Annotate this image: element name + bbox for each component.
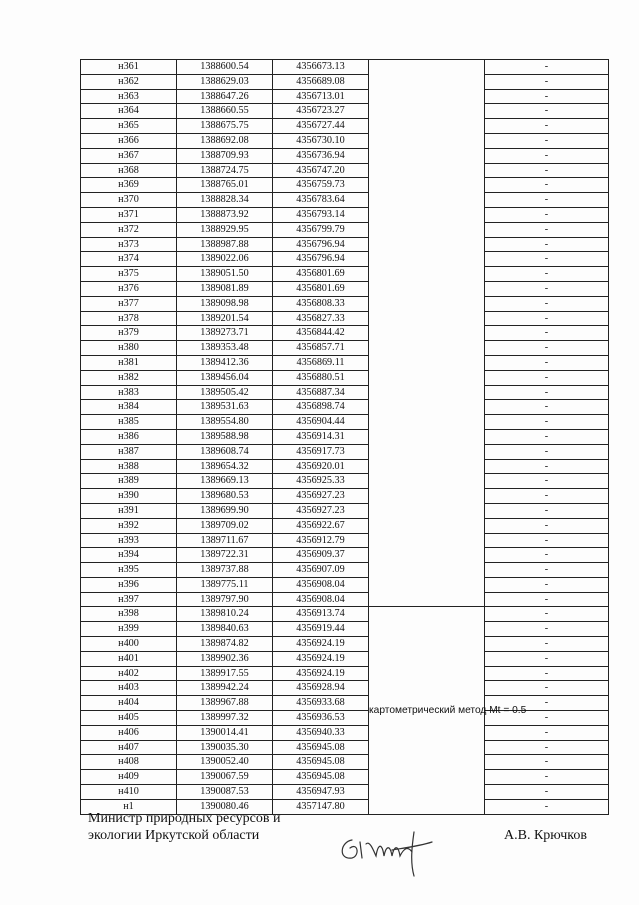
y-coordinate-cell: 4356924.19 (273, 637, 369, 652)
y-coordinate-cell: 4356747.20 (273, 163, 369, 178)
point-id-cell: н372 (81, 222, 177, 237)
x-coordinate-cell: 1389967.88 (177, 696, 273, 711)
description-cell: - (485, 533, 609, 548)
description-cell: - (485, 237, 609, 252)
description-cell: - (485, 740, 609, 755)
y-coordinate-cell: 4356844.42 (273, 326, 369, 341)
y-coordinate-cell: 4356913.74 (273, 607, 369, 622)
point-id-cell: н367 (81, 148, 177, 163)
table-row (81, 311, 609, 326)
point-id-cell: н376 (81, 281, 177, 296)
point-id-cell: н378 (81, 311, 177, 326)
description-cell: - (485, 119, 609, 134)
point-id-cell: н396 (81, 577, 177, 592)
description-cell: - (485, 89, 609, 104)
y-coordinate-cell: 4356887.34 (273, 385, 369, 400)
description-cell: - (485, 163, 609, 178)
description-cell: - (485, 651, 609, 666)
x-coordinate-cell: 1389505.42 (177, 385, 273, 400)
signatory-title (88, 810, 280, 844)
table-row (81, 252, 609, 267)
table-row (81, 622, 609, 637)
description-cell: - (485, 548, 609, 563)
table-row (81, 415, 609, 430)
point-id-cell: н363 (81, 89, 177, 104)
x-coordinate-cell: 1389588.98 (177, 429, 273, 444)
point-id-cell: н381 (81, 355, 177, 370)
y-coordinate-cell: 4356924.19 (273, 651, 369, 666)
description-cell: - (485, 459, 609, 474)
x-coordinate-cell: 1389654.32 (177, 459, 273, 474)
point-id-cell: н377 (81, 296, 177, 311)
table-row (81, 133, 609, 148)
x-coordinate-cell: 1388660.55 (177, 104, 273, 119)
x-coordinate-cell: 1388873.92 (177, 207, 273, 222)
table-row (81, 267, 609, 282)
y-coordinate-cell: 4356922.67 (273, 518, 369, 533)
table-row (81, 281, 609, 296)
description-cell: - (485, 563, 609, 578)
x-coordinate-cell: 1388692.08 (177, 133, 273, 148)
y-coordinate-cell: 4356730.10 (273, 133, 369, 148)
table-row (81, 474, 609, 489)
x-coordinate-cell: 1389709.02 (177, 518, 273, 533)
y-coordinate-cell: 4356759.73 (273, 178, 369, 193)
description-cell: - (485, 178, 609, 193)
description-cell: - (485, 637, 609, 652)
y-coordinate-cell: 4356689.08 (273, 74, 369, 89)
signatory-title-line2: экологии Иркутской области (88, 828, 260, 843)
y-coordinate-cell: 4356857.71 (273, 341, 369, 356)
x-coordinate-cell: 1388709.93 (177, 148, 273, 163)
table-row (81, 696, 609, 711)
table-row (81, 755, 609, 770)
table-row (81, 326, 609, 341)
table-row (81, 459, 609, 474)
description-cell: - (485, 415, 609, 430)
description-cell: - (485, 725, 609, 740)
point-id-cell: н371 (81, 207, 177, 222)
point-id-cell: н382 (81, 370, 177, 385)
description-cell: - (485, 503, 609, 518)
table-row (81, 666, 609, 681)
table-row (81, 89, 609, 104)
y-coordinate-cell: 4356945.08 (273, 770, 369, 785)
y-coordinate-cell: 4356945.08 (273, 755, 369, 770)
y-coordinate-cell: 4356799.79 (273, 222, 369, 237)
x-coordinate-cell: 1389775.11 (177, 577, 273, 592)
description-cell: - (485, 770, 609, 785)
y-coordinate-cell: 4356927.23 (273, 503, 369, 518)
description-cell: - (485, 104, 609, 119)
coordinates-table (80, 59, 609, 815)
y-coordinate-cell: 4356801.69 (273, 267, 369, 282)
y-coordinate-cell: 4356907.09 (273, 563, 369, 578)
point-id-cell: н405 (81, 711, 177, 726)
point-id-cell: н389 (81, 474, 177, 489)
point-id-cell: н384 (81, 400, 177, 415)
description-cell: - (485, 799, 609, 814)
point-id-cell: н395 (81, 563, 177, 578)
table-row (81, 222, 609, 237)
description-cell: - (485, 222, 609, 237)
y-coordinate-cell: 4356924.19 (273, 666, 369, 681)
x-coordinate-cell: 1389917.55 (177, 666, 273, 681)
point-id-cell: н409 (81, 770, 177, 785)
description-cell: - (485, 281, 609, 296)
point-id-cell: н388 (81, 459, 177, 474)
table-row (81, 740, 609, 755)
x-coordinate-cell: 1388600.54 (177, 60, 273, 75)
x-coordinate-cell: 1389201.54 (177, 311, 273, 326)
description-cell: - (485, 74, 609, 89)
point-id-cell: н369 (81, 178, 177, 193)
description-cell: - (485, 400, 609, 415)
description-cell: - (485, 592, 609, 607)
method-cell-empty (369, 60, 485, 607)
table-row (81, 518, 609, 533)
table-row (81, 341, 609, 356)
table-row (81, 503, 609, 518)
y-coordinate-cell: 4356727.44 (273, 119, 369, 134)
table-row (81, 785, 609, 800)
y-coordinate-cell: 4356933.68 (273, 696, 369, 711)
x-coordinate-cell: 1390087.53 (177, 785, 273, 800)
description-cell: - (485, 326, 609, 341)
x-coordinate-cell: 1390014.41 (177, 725, 273, 740)
y-coordinate-cell: 4356808.33 (273, 296, 369, 311)
table-row (81, 385, 609, 400)
table-row (81, 725, 609, 740)
point-id-cell: н373 (81, 237, 177, 252)
table-row (81, 533, 609, 548)
x-coordinate-cell: 1389022.06 (177, 252, 273, 267)
y-coordinate-cell: 4356914.31 (273, 429, 369, 444)
table-row (81, 651, 609, 666)
description-cell: - (485, 755, 609, 770)
x-coordinate-cell: 1388675.75 (177, 119, 273, 134)
description-cell: - (485, 622, 609, 637)
y-coordinate-cell: 4356919.44 (273, 622, 369, 637)
table-row (81, 74, 609, 89)
y-coordinate-cell: 4356908.04 (273, 592, 369, 607)
y-coordinate-cell: 4356945.08 (273, 740, 369, 755)
point-id-cell: н379 (81, 326, 177, 341)
x-coordinate-cell: 1389942.24 (177, 681, 273, 696)
description-cell: - (485, 148, 609, 163)
point-id-cell: н364 (81, 104, 177, 119)
description-cell: - (485, 607, 609, 622)
x-coordinate-cell: 1389840.63 (177, 622, 273, 637)
x-coordinate-cell: 1389098.98 (177, 296, 273, 311)
y-coordinate-cell: 4356827.33 (273, 311, 369, 326)
signatory-name: А.В. Крючков (504, 828, 587, 843)
point-id-cell: н390 (81, 489, 177, 504)
description-cell: - (485, 385, 609, 400)
table-row (81, 711, 609, 726)
point-id-cell: н365 (81, 119, 177, 134)
point-id-cell: н399 (81, 622, 177, 637)
description-cell: - (485, 296, 609, 311)
table-row (81, 548, 609, 563)
y-coordinate-cell: 4356927.23 (273, 489, 369, 504)
table-row (81, 429, 609, 444)
table-row (81, 207, 609, 222)
description-cell: - (485, 681, 609, 696)
point-id-cell: н394 (81, 548, 177, 563)
point-id-cell: н401 (81, 651, 177, 666)
x-coordinate-cell: 1388629.03 (177, 74, 273, 89)
x-coordinate-cell: 1389810.24 (177, 607, 273, 622)
y-coordinate-cell: 4356917.73 (273, 444, 369, 459)
x-coordinate-cell: 1389412.36 (177, 355, 273, 370)
y-coordinate-cell: 4356898.74 (273, 400, 369, 415)
x-coordinate-cell: 1389353.48 (177, 341, 273, 356)
point-id-cell: н393 (81, 533, 177, 548)
table-row (81, 163, 609, 178)
description-cell: - (485, 666, 609, 681)
table-row (81, 370, 609, 385)
y-coordinate-cell: 4356928.94 (273, 681, 369, 696)
description-cell: - (485, 696, 609, 711)
y-coordinate-cell: 4356796.94 (273, 237, 369, 252)
x-coordinate-cell: 1390052.40 (177, 755, 273, 770)
description-cell: - (485, 518, 609, 533)
x-coordinate-cell: 1390080.46 (177, 799, 273, 814)
table-row (81, 178, 609, 193)
description-cell: - (485, 311, 609, 326)
x-coordinate-cell: 1389737.88 (177, 563, 273, 578)
point-id-cell: н383 (81, 385, 177, 400)
x-coordinate-cell: 1390035.30 (177, 740, 273, 755)
point-id-cell: н387 (81, 444, 177, 459)
description-cell: - (485, 785, 609, 800)
x-coordinate-cell: 1389554.80 (177, 415, 273, 430)
description-cell: - (485, 252, 609, 267)
x-coordinate-cell: 1388765.01 (177, 178, 273, 193)
description-cell: - (485, 474, 609, 489)
point-id-cell: н375 (81, 267, 177, 282)
point-id-cell: н391 (81, 503, 177, 518)
x-coordinate-cell: 1389051.50 (177, 267, 273, 282)
point-id-cell: н407 (81, 740, 177, 755)
table-row (81, 607, 609, 622)
table-row (81, 60, 609, 75)
point-id-cell: н410 (81, 785, 177, 800)
description-cell: - (485, 711, 609, 726)
y-coordinate-cell: 4356880.51 (273, 370, 369, 385)
description-cell: - (485, 355, 609, 370)
x-coordinate-cell: 1388724.75 (177, 163, 273, 178)
y-coordinate-cell: 4356940.33 (273, 725, 369, 740)
x-coordinate-cell: 1389997.32 (177, 711, 273, 726)
description-cell: - (485, 193, 609, 208)
y-coordinate-cell: 4357147.80 (273, 799, 369, 814)
point-id-cell: н385 (81, 415, 177, 430)
y-coordinate-cell: 4356783.64 (273, 193, 369, 208)
description-cell: - (485, 341, 609, 356)
point-id-cell: н370 (81, 193, 177, 208)
x-coordinate-cell: 1388828.34 (177, 193, 273, 208)
signatory-title-line1: Министр природных ресурсов и (88, 811, 281, 826)
x-coordinate-cell: 1389531.63 (177, 400, 273, 415)
point-id-cell: н403 (81, 681, 177, 696)
y-coordinate-cell: 4356936.53 (273, 711, 369, 726)
y-coordinate-cell: 4356925.33 (273, 474, 369, 489)
table-row (81, 148, 609, 163)
point-id-cell: н361 (81, 60, 177, 75)
point-id-cell: н398 (81, 607, 177, 622)
table-row (81, 592, 609, 607)
y-coordinate-cell: 4356673.13 (273, 60, 369, 75)
table-row (81, 400, 609, 415)
x-coordinate-cell: 1389456.04 (177, 370, 273, 385)
table-row (81, 637, 609, 652)
point-id-cell: н397 (81, 592, 177, 607)
x-coordinate-cell: 1389680.53 (177, 489, 273, 504)
y-coordinate-cell: 4356801.69 (273, 281, 369, 296)
x-coordinate-cell: 1389081.89 (177, 281, 273, 296)
table-row (81, 770, 609, 785)
x-coordinate-cell: 1389711.67 (177, 533, 273, 548)
y-coordinate-cell: 4356909.37 (273, 548, 369, 563)
x-coordinate-cell: 1389608.74 (177, 444, 273, 459)
description-cell: - (485, 60, 609, 75)
x-coordinate-cell: 1389273.71 (177, 326, 273, 341)
point-id-cell: н366 (81, 133, 177, 148)
y-coordinate-cell: 4356723.27 (273, 104, 369, 119)
table-row (81, 577, 609, 592)
point-id-cell: н386 (81, 429, 177, 444)
table-row (81, 296, 609, 311)
table-row (81, 119, 609, 134)
x-coordinate-cell: 1389722.31 (177, 548, 273, 563)
x-coordinate-cell: 1388929.95 (177, 222, 273, 237)
y-coordinate-cell: 4356920.01 (273, 459, 369, 474)
point-id-cell: н408 (81, 755, 177, 770)
point-id-cell: н374 (81, 252, 177, 267)
description-cell: - (485, 489, 609, 504)
table-row (81, 193, 609, 208)
table-row (81, 489, 609, 504)
x-coordinate-cell: 1389699.90 (177, 503, 273, 518)
point-id-cell: н392 (81, 518, 177, 533)
description-cell: - (485, 267, 609, 282)
y-coordinate-cell: 4356912.79 (273, 533, 369, 548)
table-row (81, 104, 609, 119)
y-coordinate-cell: 4356904.44 (273, 415, 369, 430)
y-coordinate-cell: 4356713.01 (273, 89, 369, 104)
description-cell: - (485, 370, 609, 385)
x-coordinate-cell: 1389669.13 (177, 474, 273, 489)
table-row (81, 237, 609, 252)
y-coordinate-cell: 4356869.11 (273, 355, 369, 370)
table-row (81, 681, 609, 696)
x-coordinate-cell: 1389797.90 (177, 592, 273, 607)
x-coordinate-cell: 1389874.82 (177, 637, 273, 652)
method-cell: картометрический метод Mt = 0.5 (369, 607, 485, 814)
point-id-cell: н1 (81, 799, 177, 814)
point-id-cell: н362 (81, 74, 177, 89)
description-cell: - (485, 133, 609, 148)
point-id-cell: н404 (81, 696, 177, 711)
table-row (81, 355, 609, 370)
y-coordinate-cell: 4356796.94 (273, 252, 369, 267)
y-coordinate-cell: 4356947.93 (273, 785, 369, 800)
handwritten-signature (330, 812, 440, 882)
point-id-cell: н368 (81, 163, 177, 178)
table-row (81, 563, 609, 578)
coordinates-table-body (81, 60, 609, 815)
description-cell: - (485, 207, 609, 222)
x-coordinate-cell: 1388647.26 (177, 89, 273, 104)
x-coordinate-cell: 1390067.59 (177, 770, 273, 785)
point-id-cell: н406 (81, 725, 177, 740)
description-cell: - (485, 444, 609, 459)
table-row (81, 444, 609, 459)
point-id-cell: н380 (81, 341, 177, 356)
x-coordinate-cell: 1389902.36 (177, 651, 273, 666)
y-coordinate-cell: 4356736.94 (273, 148, 369, 163)
description-cell: - (485, 577, 609, 592)
y-coordinate-cell: 4356908.04 (273, 577, 369, 592)
x-coordinate-cell: 1388987.88 (177, 237, 273, 252)
y-coordinate-cell: 4356793.14 (273, 207, 369, 222)
point-id-cell: н402 (81, 666, 177, 681)
description-cell: - (485, 429, 609, 444)
point-id-cell: н400 (81, 637, 177, 652)
